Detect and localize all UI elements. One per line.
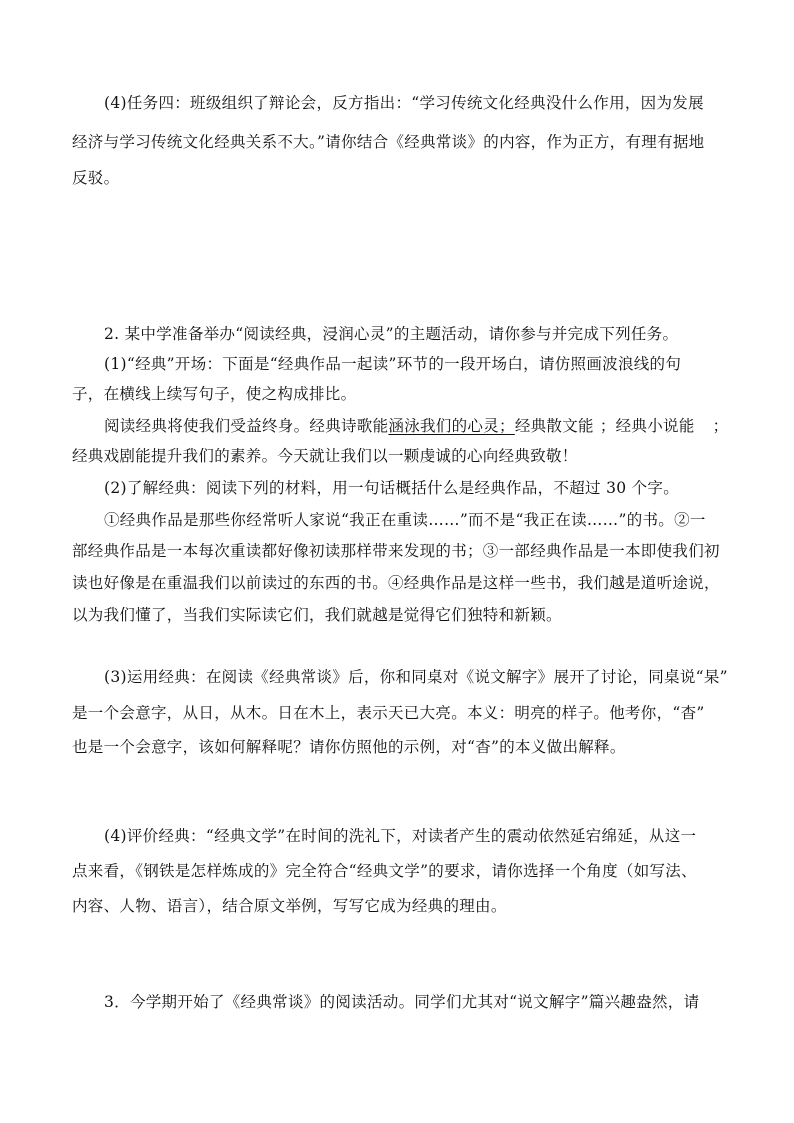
q2-part2-material-4: 以为我们懂了，当我们实际读它们，我们就越是觉得它们独特和新颖。	[72, 606, 562, 624]
q2-part2-question: (2)了解经典：阅读下列的材料，用一句话概括什么是经典作品，不超过 30 个字。	[104, 479, 680, 497]
sentence-a: 阅读经典将使我们受益终身。经典诗歌能	[104, 417, 389, 435]
q2-part1-line-2: 子，在横线上续写句子，使之构成排比。	[72, 385, 357, 403]
q2-part2-material-2: 部经典作品是一本每次重读都好像初读那样带来发现的书；③一部经典作品是一本即使我们初	[72, 542, 720, 560]
q2-part2-material-3: 读也好像是在重温我们以前读过的东西的书。④经典作品是这样一些书，我们越是道听途说，	[72, 574, 720, 592]
q2-part3-line-3: 也是一个会意字，该如何解释呢？请你仿照他的示例，对“杳”的本义做出解释。	[72, 738, 626, 756]
q2-part4-line-2: 点来看，《钢铁是怎样炼成的》完全符合“经典文学”的要求，请你选择一个角度（如写法、	[72, 862, 697, 880]
q2-part4-line-1: (4)评价经典：“经典文学”在时间的洗礼下，对读者产生的震动依然延宕绵延，从这一	[104, 827, 697, 845]
q3-line-1: 3．今学期开始了《经典常谈》的阅读活动。同学们尤其对“说文解字”篇兴趣盎然，请	[104, 993, 700, 1011]
q2-part1-line-4: 经典戏剧能提升我们的素养。今天就让我们以一颗虔诚的心向经典致敬！	[72, 447, 578, 465]
q2-part2-material-1: ①经典作品是那些你经常听人家说“我正在重读……”而不是“我正在读……”的书。②一	[104, 511, 706, 529]
wavy-underlined-sentence: 涵泳我们的心灵；	[388, 417, 515, 435]
sentence-c: ；经典小说能	[599, 417, 695, 435]
q2-part3-line-1: (3)运用经典：在阅读《经典常谈》后，你和同桌对《说文解字》展开了讨论，同桌说“杲”	[104, 668, 728, 686]
q2-part4-line-3: 内容、人物、语言），结合原文举例，写写它成为经典的理由。	[72, 897, 507, 915]
q1-task4-line-2: 经济与学习传统文化经典关系不大。”请你结合《经典常谈》的内容，作为正方，有理有据地	[72, 133, 705, 151]
q1-task4-line-1: (4)任务四：班级组织了辩论会，反方指出：“学习传统文化经典没什么作用，因为发展	[104, 94, 704, 112]
q1-task4-line-3: 反驳。	[72, 169, 120, 187]
q2-part3-line-2: 是一个会意字，从日，从木。日在木上，表示天已大亮。本义：明亮的样子。他考你，“杳”	[72, 704, 705, 722]
q2-part1-line-1: (1)“经典”开场：下面是“经典作品一起读”环节的一段开场白，请仿照画波浪线的句	[104, 355, 682, 373]
q2-intro: 2. 某中学准备举办“阅读经典，浸润心灵”的主题活动，请你参与并完成下列任务。	[104, 325, 679, 343]
sentence-b: 经典散文能	[514, 417, 594, 435]
sentence-d: ；	[712, 417, 729, 435]
q2-part1-sentence	[104, 416, 754, 436]
